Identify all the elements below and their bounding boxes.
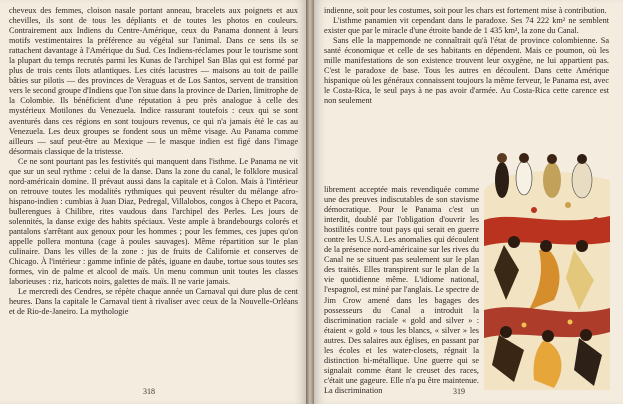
left-page-text (9, 6, 298, 317)
book-gutter (306, 0, 314, 404)
right-paragraph-4: librement acceptée mais revendiquée comme une des preuves indiscutables de son stavisme démocratique. Pour le Panama c'est un interdit, doublé par l'obligation d'ouvrir les hostilités contre tout pays qui serait en guerre contre les U.S.A. Les anomalies qui découlent de la présence nord-américaine sur les rives du Canal ne se situent pas seulement sur le plan des traités. Elles transpirent sur le plan de la vie quotidienne même. L'idiome national, l'espagnol, est miné par l'anglais. Le spectre de Jim Crow amené dans les bagages des possesseurs du Canal a introduit la discrimination raciale « gold and silver » : étaient « gold » tous les blancs, « silver » les autres. Des salaires aux églises, en passant par les écoles et les water-closets, régnait la distinction bi-métallique. Une guerre qui se signalait comme étant le creuset des races, c'était une gageure. Elle n'a pu être maintenue. La discrimination (324, 185, 479, 395)
left-paragraph-2: Ce ne sont pourtant pas les festivités qui manquent dans l'isthme. Le Panama ne vit que sur un seul rythme : celui de la danse. Dans la zone du canal, le folklore musical nord-américain domine. Il prévaut aussi dans la capitale et à Colon. Mais à l'intérieur on retrouve toutes les modalités rythmiques qui peuvent résulter du mélange afro-hispano-indien : cumbias à Juan Diaz, Pedregal, Villalobos, congos à Chepo et Pacora, bullerengues à Chilibre, rites vaudous dans l'archipel des Perles. Les jours de solennités, la danse exige des habits spéciaux. Veste ample à brandebourgs colorés et pantalons s'arrêtant aux genoux pour les hommes ; pour les femmes, ces jupes qu'on appelle pollera montuna (cage à poules sauvages). Même répartition sur le plan culinaire. Dans les villes de la zone : jus de fruits de Californie et conserves de Chicago. À l'intérieur : gamme infinie de pâtés, iguane en daube, tortue sous toutes ses formes, vin de palme et alcool de maïs. Un menu commun unit toutes les classes laborieuses : riz, haricots noirs, galettes de maïs. Il ne varie jamais. (9, 156, 298, 287)
dancers-illustration (484, 150, 610, 390)
right-page (314, 0, 623, 404)
right-paragraph-1: indienne, soit pour les costumes, soit pour les chars est fortement mise à contribution. (324, 6, 607, 15)
right-paragraph-2: L'isthme panamien vit cependant dans le paradoxe. Ses 74 222 km² ne semblent exister que par le miracle d'une étroite bande de 1 435 km², la zone du Canal. (324, 16, 609, 36)
right-page-text-full (324, 6, 609, 106)
right-page-text-narrow (324, 185, 479, 396)
right-paragraph-3: Sans elle la mappemonde ne connaîtrait qu'à l'état de province colombienne. Sa santé économique et celle de ses habitants en dépendent. Mais ce poumon, où les mille manifestations de son existence trouvent leur oxygène, ne lui appartient pas. C'est le paradoxe de base. Tous les autres en découlent. Dans cette Amérique hispanique où les généraux connaissent toujours la même ferveur, le Panama est, avec le Costa-Rica, le seul pays à ne pas avoir d'armée. Au Costa-Rica cette carence est non seulement (324, 36, 609, 106)
left-paragraph-1: cheveux des femmes, cloison nasale portant anneau, bracelets aux poignets et aux chevilles, ils sont de tous les dépliants et de toutes les photos en couleurs. Contrairement aux Indiens du Centre-Amérique, ceux du Panama donnent à leurs motifs vestimentaires la préférence au végétal sur l'animal. Dans ce sens ils se rattachent davantage à l'Amérique du Sud. Ces Indiens-réclames pour le tourisme sont la plupart du temps recrutés parmi les Kunas de l'archipel San Blas qui est formé par plus de trois cents îlots atlantiques. Les cités lacustres — maisons au toit de paille bâties sur pilotis — des provinces de Veraguas et de Los Santos, servent de transition vers le second groupe d'Indiens que l'on situe dans la province de Darien, limitrophe de la Colombie. Ils bénéficient d'une réputation à peu près analogue à celle des mystérieux Motilones du Venezuela. Indice rassurant toutefois : ceux qui se sont aventurés dans ces régions en sont toujours revenus, ce qui n'a jamais été le cas au Venezuela. Les deux groupes se fondent sous un même visage. Au Panama comme ailleurs — sauf peut-être au Mexique — le masque indien est figé dans l'image désormais classique de la tristesse. (9, 6, 298, 156)
right-page-number: 319 (453, 387, 465, 396)
left-page-number: 318 (143, 387, 155, 396)
left-paragraph-3: Le mercredi des Cendres, se répète chaque année un Carnaval qui dure plus de cent heures. Dans la capitale le Carnaval tient à rivaliser avec ceux de la Nouvelle-Orléans et de Rio-de-Janeiro. La mythologie (9, 287, 298, 317)
left-page (0, 0, 306, 404)
